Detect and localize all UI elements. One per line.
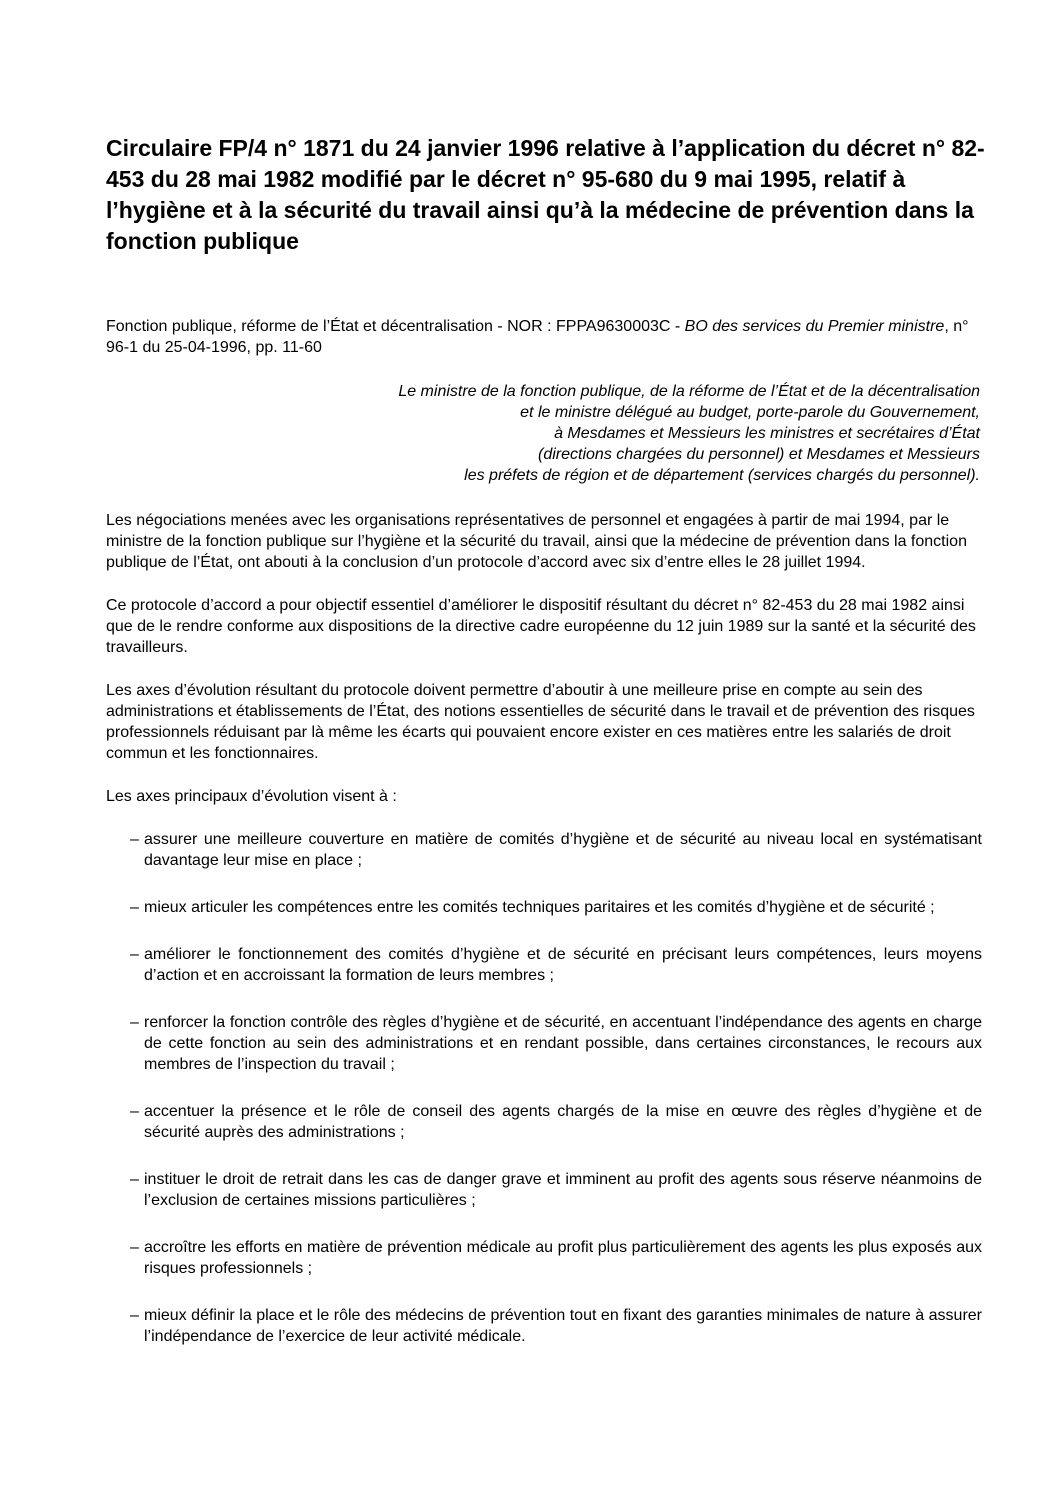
dash-marker: – bbox=[130, 899, 139, 916]
list-item-text: instituer le droit de retrait dans les cas de danger grave et imminent au profit des agents sous réserve néanmoins de l’exclusion de certaines missions particulières ; bbox=[144, 1171, 982, 1209]
list-item bbox=[106, 1237, 982, 1279]
list-item-text: assurer une meilleure couverture en matière de comités d’hygiène et de sécurité au niveau local en systématisant davantage leur mise en place ; bbox=[144, 831, 982, 869]
paragraph: Les axes d’évolution résultant du protocole doivent permettre d’aboutir à une meilleure prise en compte au sein des administrations et établissements de l’État, des notions essentielles de sécurité dans le travail et de prévention des risques professionnels réduisant par là même les écarts qui pouvaient encore exister en ces matières entre les salariés de droit commun et les fonctionnaires. bbox=[106, 682, 975, 762]
source-issue: , n° 96-1 du 25-04-1996, pp. 11-60 bbox=[106, 318, 969, 356]
paragraph: Ce protocole d’accord a pour objectif essentiel d’améliorer le dispositif résultant du décret n° 82-453 du 28 mai 1982 ainsi que de le rendre conforme aux dispositions de la directive cadre européenne du 12 juin 1989 sur la santé et la sécurité des travailleurs. bbox=[106, 597, 976, 656]
paragraph: Les axes principaux d’évolution visent à : bbox=[106, 788, 397, 805]
objectives-list bbox=[106, 829, 982, 1347]
list-item-text: accroître les efforts en matière de prévention médicale au profit plus particulièrement des agents les plus exposés aux risques professionnels ; bbox=[144, 1239, 982, 1277]
list-item-text: mieux articuler les compétences entre les comités techniques paritaires et les comités d’hygiène et de sécurité ; bbox=[144, 899, 935, 916]
list-item bbox=[106, 1169, 982, 1211]
source-text: Fonction publique, réforme de l’État et décentralisation - NOR : FPPA9630003C - bbox=[106, 318, 685, 335]
list-item bbox=[106, 897, 982, 918]
address-line: les préfets de région et de département (services chargés du personnel). bbox=[464, 467, 980, 484]
list-item bbox=[106, 944, 982, 986]
dash-marker: – bbox=[130, 831, 139, 848]
dash-marker: – bbox=[130, 1103, 139, 1120]
list-item-text: mieux définir la place et le rôle des médecins de prévention tout en fixant des garanties minimales de nature à assurer l’indépendance de l’exercice de leur activité médicale. bbox=[144, 1307, 982, 1345]
dash-marker: – bbox=[130, 946, 139, 963]
address-line: à Mesdames et Messieurs les ministres et secrétaires d’État bbox=[554, 425, 980, 442]
address-block bbox=[300, 381, 980, 486]
list-item-text: renforcer la fonction contrôle des règles d’hygiène et de sécurité, en accentuant l’indépendance des agents en charge de cette fonction au sein des administrations et en rendant possible, dans certaines circonstances, le recours aux membres de l’inspection du travail ; bbox=[144, 1014, 982, 1073]
document-title: Circulaire FP/4 n° 1871 du 24 janvier 1996 relative à l’application du décret n° 82-453 du 28 mai 1982 modifié par le décret n° 95-680 du 9 mai 1995, relatif à l’hygiène et à la sécurité du travail ainsi qu’à la médecine de prévention dans la fonction publique bbox=[106, 135, 985, 254]
dash-marker: – bbox=[130, 1307, 139, 1324]
address-line: (directions chargées du personnel) et Mesdames et Messieurs bbox=[538, 446, 980, 463]
list-item-text: améliorer le fonctionnement des comités d’hygiène et de sécurité en précisant leurs compétences, leurs moyens d’action et en accroissant la formation de leurs membres ; bbox=[144, 946, 982, 984]
list-item bbox=[106, 829, 982, 871]
dash-marker: – bbox=[130, 1171, 139, 1188]
address-line: et le ministre délégué au budget, porte-parole du Gouvernement, bbox=[520, 404, 980, 421]
dash-marker: – bbox=[130, 1239, 139, 1256]
bulletin-name: BO des services du Premier ministre bbox=[684, 318, 945, 335]
list-item bbox=[106, 1012, 982, 1075]
list-item bbox=[106, 1305, 982, 1347]
list-item bbox=[106, 1101, 982, 1143]
source-reference bbox=[106, 316, 986, 358]
document-body bbox=[106, 510, 982, 1373]
paragraph: Les négociations menées avec les organisations représentatives de personnel et engagées à partir de mai 1994, par le ministre de la fonction publique sur l’hygiène et la sécurité du travail, ainsi que la médecine de prévention dans la fonction publique de l’État, ont abouti à la conclusion d’un protocole d’accord avec six d’entre elles le 28 juillet 1994. bbox=[106, 512, 967, 571]
list-item-text: accentuer la présence et le rôle de conseil des agents chargés de la mise en œuvre des règles d’hygiène et de sécurité auprès des administrations ; bbox=[144, 1103, 982, 1141]
dash-marker: – bbox=[130, 1014, 139, 1031]
address-line: Le ministre de la fonction publique, de la réforme de l’État et de la décentralisation bbox=[398, 383, 980, 400]
